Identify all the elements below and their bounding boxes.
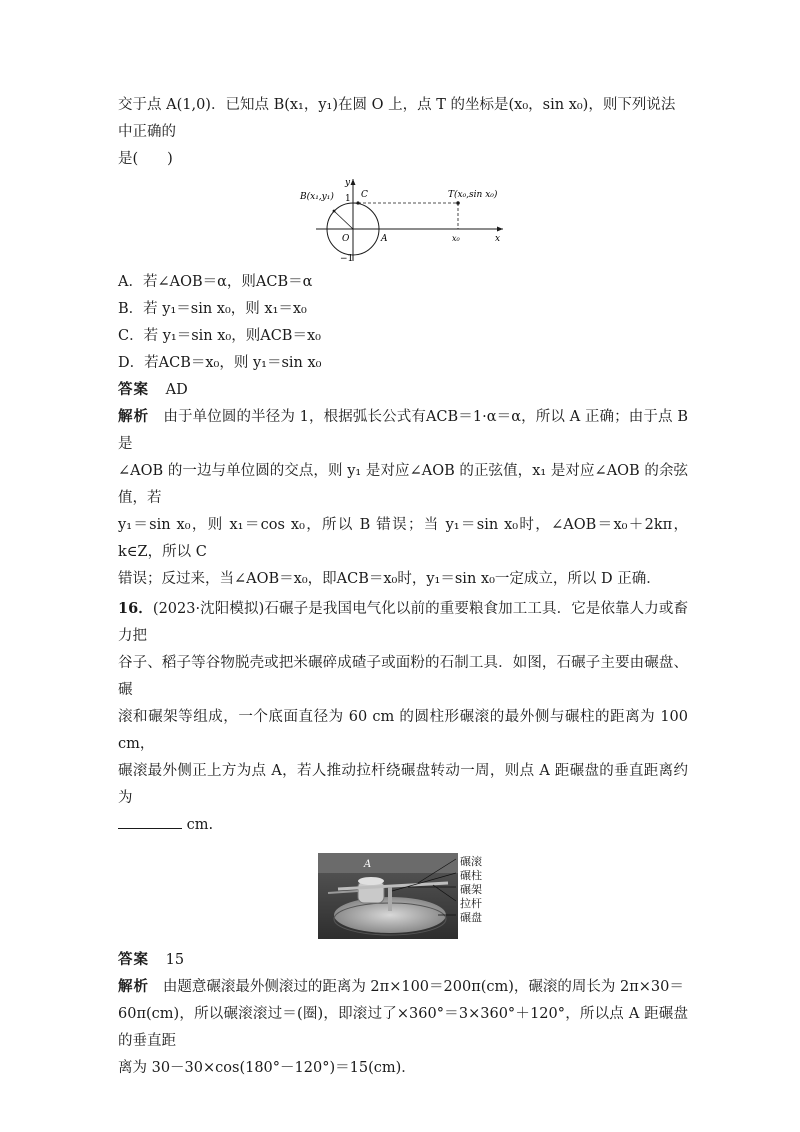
answer-label: 答案 bbox=[118, 952, 149, 968]
q15-analysis-line2: ∠AOB 的一边与单位圆的交点，则 y₁ 是对应∠AOB 的正弦值，x₁ 是对应∠AOB 的余弦值，若 bbox=[118, 463, 688, 506]
q16-blank-line bbox=[118, 812, 688, 839]
label-b: B(x₁,y₁) bbox=[300, 192, 334, 202]
photo-label-frame: 碾架 bbox=[460, 883, 482, 896]
analysis-label: 解析 bbox=[118, 979, 149, 995]
option-c: C．若 y₁＝sin x₀，则ACB＝x₀ bbox=[118, 328, 321, 344]
analysis-text: 由于单位圆的半径为 1，根据弧长公式有ACB＝1·α＝α，所以 A 正确；由于点 B 是 bbox=[118, 409, 689, 452]
photo-label-roller: 碾滚 bbox=[460, 855, 482, 868]
blank-unit: cm. bbox=[186, 817, 214, 833]
document-page bbox=[118, 92, 688, 1082]
q16-text: 石碾子是我国电气化以前的重要粮食加工工具．它是依靠人力或畜力把 bbox=[118, 601, 689, 644]
q16-answer bbox=[118, 947, 688, 974]
photo-point-a: A bbox=[364, 859, 372, 870]
label-origin: O bbox=[342, 234, 350, 244]
q16-line1 bbox=[118, 595, 688, 650]
q15-intro-line1: 交于点 A(1,0)．已知点 B(x₁，y₁)在圆 O 上，点 T 的坐标是(x₀，sin x₀)，则下列说法中正确的 bbox=[118, 97, 676, 140]
q15-analysis-line3: y₁＝sin x₀，则 x₁＝cos x₀，所以 B 错误；当 y₁＝sin x₀时，∠AOB＝x₀＋2kπ，k∈Z，所以 C bbox=[118, 517, 688, 560]
q16-line2: 谷子、稻子等谷物脱壳或把米碾碎成碴子或面粉的石制工具．如图，石碾子主要由碾盘、碾 bbox=[118, 655, 688, 698]
q15-analysis-line1 bbox=[118, 404, 688, 458]
photo-label-lever: 拉杆 bbox=[460, 897, 482, 910]
analysis-label: 解析 bbox=[118, 409, 150, 425]
q15-intro-line2: 是( ) bbox=[118, 151, 173, 167]
option-a: A．若∠AOB＝α，则ACB＝α bbox=[118, 274, 313, 290]
q16-source: (2023·沈阳模拟) bbox=[152, 601, 265, 617]
q16-line4: 碾滚最外侧正上方为点 A，若人推动拉杆绕碾盘转动一周，则点 A 距碾盘的垂直距离约为 bbox=[118, 763, 688, 806]
q15-analysis-line4: 错误；反过来，当∠AOB＝x₀，即ACB＝x₀时，y₁＝sin x₀一定成立，所以 D 正确． bbox=[118, 571, 661, 587]
analysis-text: 由题意碾滚最外侧滚过的距离为 2π×100＝200π(cm)，碾滚的周长为 2π×30＝ bbox=[162, 979, 684, 995]
unit-circle-figure bbox=[298, 177, 508, 263]
answer-value: AD bbox=[165, 382, 188, 398]
q16-analysis-line2: 60π(cm)，所以碾滚滚过＝(圈)，即滚过了×360°＝3×360°＋120°，所以点 A 距碾盘的垂直距 bbox=[118, 1006, 688, 1049]
answer-label: 答案 bbox=[118, 382, 149, 398]
photo-label-pillar: 碾柱 bbox=[460, 869, 482, 882]
label-y: y bbox=[345, 178, 351, 188]
label-a: A bbox=[381, 234, 388, 244]
answer-blank bbox=[118, 814, 182, 829]
photo-label-base: 碾盘 bbox=[460, 911, 482, 924]
label-one: 1 bbox=[345, 194, 351, 204]
label-t: T(x₀,sin x₀) bbox=[448, 190, 498, 200]
label-minus-one: −1 bbox=[340, 254, 354, 263]
label-c: C bbox=[361, 190, 368, 200]
q16-analysis-line1 bbox=[118, 974, 688, 1001]
label-x0: x₀ bbox=[452, 234, 460, 243]
q16-analysis-line3: 离为 30－30×cos(180°－120°)＝15(cm)． bbox=[118, 1060, 416, 1076]
answer-value: 15 bbox=[165, 952, 185, 968]
stone-roller-photo bbox=[318, 853, 458, 939]
label-x: x bbox=[495, 234, 501, 244]
q15-answer bbox=[118, 377, 688, 404]
q16-number: 16． bbox=[118, 600, 153, 617]
option-d: D．若ACB＝x₀，则 y₁＝sin x₀ bbox=[118, 355, 322, 371]
photo-labels bbox=[460, 855, 482, 925]
stone-roller-figure bbox=[318, 853, 518, 941]
option-b: B．若 y₁＝sin x₀，则 x₁＝x₀ bbox=[118, 301, 307, 317]
q16-line3: 滚和碾架等组成，一个底面直径为 60 cm 的圆柱形碾滚的最外侧与碾柱的距离为 100 cm， bbox=[118, 709, 688, 752]
